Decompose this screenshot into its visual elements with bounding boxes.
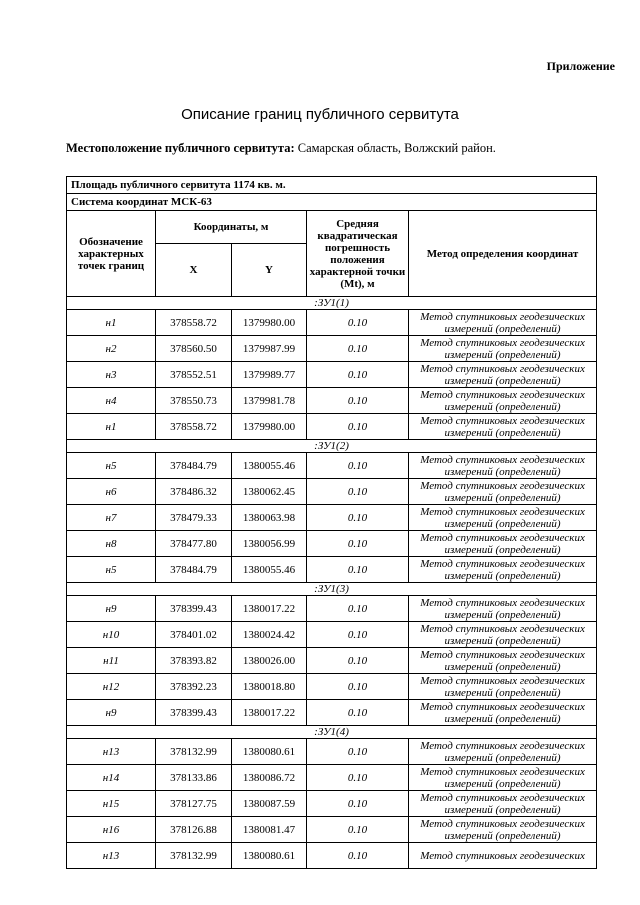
y-cell: 1379987.99: [232, 336, 307, 362]
y-cell: 1380018.80: [232, 674, 307, 700]
point-cell: н1: [67, 310, 156, 336]
method-cell: Метод спутниковых геодезических измерений (определений): [409, 479, 597, 505]
y-cell: 1379981.78: [232, 388, 307, 414]
x-cell: 378127.75: [156, 791, 232, 817]
y-cell: 1380026.00: [232, 648, 307, 674]
method-cell: Метод спутниковых геодезических измерений (определений): [409, 765, 597, 791]
error-cell: 0.10: [307, 791, 409, 817]
x-cell: 378132.99: [156, 739, 232, 765]
x-cell: 378550.73: [156, 388, 232, 414]
table-row: [67, 414, 597, 440]
y-cell: 1380055.46: [232, 557, 307, 583]
zone-row: [67, 440, 597, 453]
error-cell: 0.10: [307, 739, 409, 765]
x-cell: 378401.02: [156, 622, 232, 648]
table-row: [67, 310, 597, 336]
x-cell: 378133.86: [156, 765, 232, 791]
y-cell: 1380062.45: [232, 479, 307, 505]
point-cell: н8: [67, 531, 156, 557]
y-cell: 1380080.61: [232, 739, 307, 765]
location-value: Самарская область, Волжский район.: [294, 141, 496, 155]
point-cell: н3: [67, 362, 156, 388]
x-cell: 378484.79: [156, 453, 232, 479]
table-row: [67, 765, 597, 791]
table-row: [67, 479, 597, 505]
header-error: Средняя квадратическая погрешность положения характерной точки (Mt), м: [307, 211, 409, 297]
point-cell: н10: [67, 622, 156, 648]
method-cell: Метод спутниковых геодезических измерений (определений): [409, 622, 597, 648]
zone-row: [67, 297, 597, 310]
point-cell: н5: [67, 453, 156, 479]
table-row: [67, 843, 597, 869]
error-cell: 0.10: [307, 648, 409, 674]
table-row: [67, 531, 597, 557]
zone-label: :ЗУ1(3): [67, 583, 597, 596]
error-cell: 0.10: [307, 388, 409, 414]
y-cell: 1380087.59: [232, 791, 307, 817]
point-cell: н13: [67, 843, 156, 869]
y-cell: 1379980.00: [232, 414, 307, 440]
point-cell: н9: [67, 700, 156, 726]
table-row: [67, 362, 597, 388]
error-cell: 0.10: [307, 817, 409, 843]
y-cell: 1380081.47: [232, 817, 307, 843]
point-cell: н6: [67, 479, 156, 505]
point-cell: н9: [67, 596, 156, 622]
x-cell: 378399.43: [156, 596, 232, 622]
zone-row: [67, 726, 597, 739]
header-y: Y: [232, 244, 307, 297]
error-cell: 0.10: [307, 765, 409, 791]
zone-row: [67, 583, 597, 596]
method-cell: Метод спутниковых геодезических измерений (определений): [409, 388, 597, 414]
x-cell: 378486.32: [156, 479, 232, 505]
table-row: [67, 791, 597, 817]
point-cell: н1: [67, 414, 156, 440]
method-cell: Метод спутниковых геодезических измерений (определений): [409, 648, 597, 674]
table-row: [67, 557, 597, 583]
y-cell: 1380017.22: [232, 596, 307, 622]
table-row: [67, 505, 597, 531]
table-row: [67, 817, 597, 843]
error-cell: 0.10: [307, 557, 409, 583]
method-cell: Метод спутниковых геодезических измерений (определений): [409, 310, 597, 336]
table-row: [67, 388, 597, 414]
error-cell: 0.10: [307, 453, 409, 479]
zone-label: :ЗУ1(4): [67, 726, 597, 739]
error-cell: 0.10: [307, 843, 409, 869]
table-row: [67, 739, 597, 765]
document-title: Описание границ публичного сервитута: [181, 106, 459, 123]
point-cell: н7: [67, 505, 156, 531]
y-cell: 1380056.99: [232, 531, 307, 557]
method-cell: Метод спутниковых геодезических измерений (определений): [409, 505, 597, 531]
x-cell: 378479.33: [156, 505, 232, 531]
error-cell: 0.10: [307, 310, 409, 336]
zone-label: :ЗУ1(2): [67, 440, 597, 453]
zone-label: :ЗУ1(1): [67, 297, 597, 310]
appendix-label: Приложение: [546, 59, 615, 73]
y-cell: 1380063.98: [232, 505, 307, 531]
method-cell: Метод спутниковых геодезических измерений (определений): [409, 596, 597, 622]
header-x: X: [156, 244, 232, 297]
coordinates-table: [66, 176, 597, 869]
method-cell: Метод спутниковых геодезических измерений (определений): [409, 817, 597, 843]
table-row: [67, 674, 597, 700]
table-row: [67, 336, 597, 362]
table-row: [67, 622, 597, 648]
x-cell: 378477.80: [156, 531, 232, 557]
point-cell: н2: [67, 336, 156, 362]
location-line: [66, 141, 626, 156]
method-cell: Метод спутниковых геодезических измерений (определений): [409, 557, 597, 583]
y-cell: 1380017.22: [232, 700, 307, 726]
area-row: Площадь публичного сервитута 1174 кв. м.: [67, 177, 597, 194]
error-cell: 0.10: [307, 362, 409, 388]
header-method: Метод определения координат: [409, 211, 597, 297]
method-cell: Метод спутниковых геодезических измерений (определений): [409, 700, 597, 726]
error-cell: 0.10: [307, 336, 409, 362]
method-cell: Метод спутниковых геодезических измерений (определений): [409, 453, 597, 479]
method-cell: Метод спутниковых геодезических измерений (определений): [409, 362, 597, 388]
table-row: [67, 648, 597, 674]
location-label: Местоположение публичного сервитута:: [66, 141, 295, 155]
table-row: [67, 453, 597, 479]
y-cell: 1380024.42: [232, 622, 307, 648]
y-cell: 1380055.46: [232, 453, 307, 479]
x-cell: 378558.72: [156, 310, 232, 336]
error-cell: 0.10: [307, 622, 409, 648]
point-cell: н11: [67, 648, 156, 674]
error-cell: 0.10: [307, 596, 409, 622]
error-cell: 0.10: [307, 674, 409, 700]
error-cell: 0.10: [307, 531, 409, 557]
error-cell: 0.10: [307, 505, 409, 531]
method-cell: Метод спутниковых геодезических измерений (определений): [409, 739, 597, 765]
point-cell: н16: [67, 817, 156, 843]
error-cell: 0.10: [307, 479, 409, 505]
point-cell: н12: [67, 674, 156, 700]
x-cell: 378132.99: [156, 843, 232, 869]
y-cell: 1380086.72: [232, 765, 307, 791]
header-point: Обозначение характерных точек границ: [67, 211, 156, 297]
method-cell: Метод спутниковых геодезических измерений (определений): [409, 674, 597, 700]
y-cell: 1379989.77: [232, 362, 307, 388]
x-cell: 378399.43: [156, 700, 232, 726]
x-cell: 378558.72: [156, 414, 232, 440]
error-cell: 0.10: [307, 414, 409, 440]
header-coords: Координаты, м: [156, 211, 307, 244]
method-cell: Метод спутниковых геодезических измерений (определений): [409, 336, 597, 362]
y-cell: 1380080.61: [232, 843, 307, 869]
coordinate-system-row: Система координат МСК-63: [67, 194, 597, 211]
x-cell: 378126.88: [156, 817, 232, 843]
method-cell: Метод спутниковых геодезических измерений (определений): [409, 791, 597, 817]
method-cell: Метод спутниковых геодезических измерений (определений): [409, 414, 597, 440]
x-cell: 378393.82: [156, 648, 232, 674]
point-cell: н4: [67, 388, 156, 414]
point-cell: н15: [67, 791, 156, 817]
point-cell: н14: [67, 765, 156, 791]
method-cell: Метод спутниковых геодезических: [409, 843, 597, 869]
error-cell: 0.10: [307, 700, 409, 726]
point-cell: н5: [67, 557, 156, 583]
table-row: [67, 596, 597, 622]
table-row: [67, 700, 597, 726]
x-cell: 378484.79: [156, 557, 232, 583]
y-cell: 1379980.00: [232, 310, 307, 336]
x-cell: 378560.50: [156, 336, 232, 362]
point-cell: н13: [67, 739, 156, 765]
x-cell: 378392.23: [156, 674, 232, 700]
x-cell: 378552.51: [156, 362, 232, 388]
method-cell: Метод спутниковых геодезических измерений (определений): [409, 531, 597, 557]
